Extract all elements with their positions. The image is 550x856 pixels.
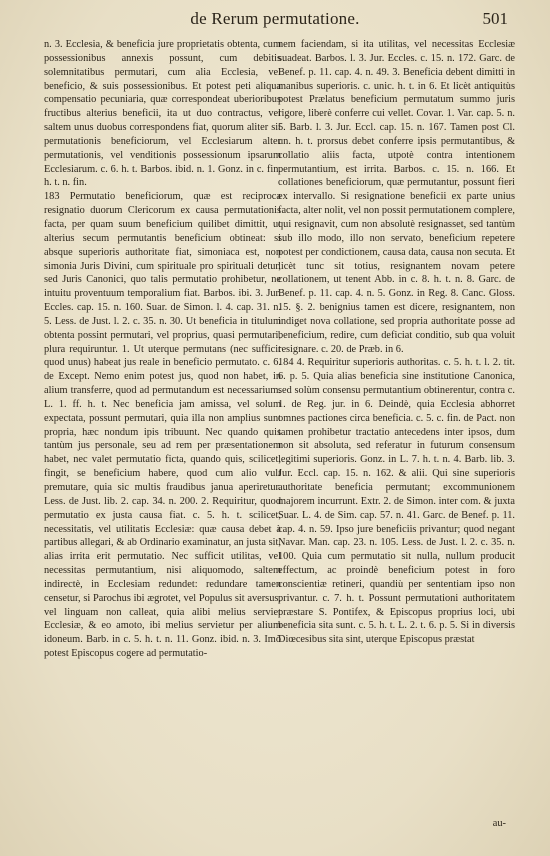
paragraph: nem faciendam, si ita utilitas, vel necessitas Ecclesiæ suadeat. Barbos. l. 3. Jur. Eccles. c. 15. n. 172. Garc. de Benef. p. 11. cap. 4. n. 49. 3. Beneficia debent dimitti in manibus superioris. c. unic. h. t. in 6. Et licèt antiquitùs potest Prælatus beneficium permutatum summo juris rigore, liberè conferre cui vellet. Covar. 1. Var. cap. 5. n. 5. Barb. l. 3. Jur. Eccl. cap. 15. n. 167. Tamen post Cl. un. h. t. prorsus debet conferre ipsis permutantibus, & collatio aliis facta, utpotè contra intentionem permutantium, est irrita. Barbos. c. 15. n. 166. Et collationes beneficiorum, quæ permutantur, possunt fieri ex intervallo. Si resignatione beneficii ex parte unius facta, alter nolit, vel non possit permutationem complere, qui resignavit, cum non absolutè resignasset, sed tantùm sub illo modo, illo non servato, beneficium repetere potest per condictionem, causa data, causa non secuta. Et licèt tunc sit totius, resignantem novam petere collationem, ut tenent Abb. in c. 8. h. t. n. 8. Garc. de Benef. p. 11. cap. 4. n. 5. Gonz. in Reg. 8. Canc. Gloss. 15. §. 2. benignius tamen est dicere, resignantem, non indiget nova collatione, sed propria authoritate posse ad beneficium, redire, cum deficiat conditio, sub qua voluit resignare. c. 20. de Præb. in 6. — [278, 39, 515, 355]
catchword: au- — [492, 818, 506, 829]
running-title: de Rerum permutatione. — [190, 9, 360, 28]
left-column — [44, 38, 281, 661]
paragraph: n. 3. Ecclesia, & beneficia jure proprietatis obtenta, cum possessionibus annexis possunt, cum debitis solemnitatibus permutari, cum alia Ecclesia, vel beneficio, & suis possessionibus. Et potest peti aliqua compensatio pecuniaria, quæ correspondeat uberioribus fructibus alterius beneficii, ita ut duo contractus, vel saltem unus duobus correspondens fiat, quorum aliter sit permutationis beneficiorum, vel Ecclesiarum alter permutationis, vel venditionis possessionum ipsarum Ecclesiarum. c. 6. h. t. Barbos. ibid. n. 1. Gonz. in c. fin. h. t. n. fin. — [44, 39, 281, 189]
page-header — [0, 0, 550, 40]
paragraph: 184 4. Requiritur superioris authoritas. c. 5. h. t. l. 2. tit. 6. p. 5. Quia alias beneficia sine institutione Canonica, sed solùm consensu permutantium obtinerentur, contra c. 1. de Reg. jur. in 6. Deindè, quia Ecclesia abhorret omnes pactiones circa beneficia. c. 5. c. fin. de Pact. non tamen prohibetur tractatio antecedens inter ipsos, dum non sit absoluta, sed referatur in futurum consensum legitimi superioris. Gonz. in L. 7. h. t. n. 4. Barb. lib. 3. Jur. Eccl. cap. 15. n. 162. & alii. Qui sine superioris authoritate beneficia permutant; excommunionem majorem incurrunt. Extr. 2. de Simon. inter com. & juxta Suar. L. 4. de Sim. cap. 57. n. 41. Garc. de Benef. p. 11. cap. 4. n. 59. Ipso jure beneficiis privantur; quod negant Navar. Man. cap. 23. n. 105. Less. de Just. l. 2. c. 35. n. 100. Quia cum permutatio sit nulla, nullum producit effectum, ac proindè beneficium potest in foro conscientiæ retineri, quandiù per sententiam ipso non privantur. c. 7. h. t. Possunt permutationi authoritatem præstare S. Pontifex, & Episcopus proprius loci, ubi beneficia sita sunt. c. 5. h. t. L. 2. t. 6. p. 5. Si in diversis Diœcesibus sita sint, uterque Episcopus præstat — [278, 357, 515, 646]
paragraph: 183 Permutatio beneficiorum, quæ est reciproca resignatio duorum Clericorum ex causa permutationis facta, per quam suum beneficium quilibet dimittit, ut alterius secum permutantis beneficium obtineat: si absque superioris authoritate fiat, simoniaca est, non simonia Juris Divini, cum spirituale pro spirituali detur, sed Juris Canonici, quo talis permutatio prohibetur, ne intuitu proventuum temporalium fiat. Barbos. ibi. 3. Jur. Eccles. cap. 15. n. 160. Suar. de Simon. l. 4. cap. 31. n. 5. Less. de Just. l. 2. c. 35. n. 30. Ut beneficia in titulum obtenta possint permutari, vel proprius, quasi permutari, plura requiruntur. 1. Ut uterque permutans (nec sufficit quod unus) habeat jus reale in beneficio permutato. c. 6. de Except. Nemo enim potest jus, quod non habet, in alium transferre, quod ad permutandum est necessarium. L. 1. ff. h. t. Nec beneficia jam amissa, vel solum expectata, possunt permutari, quia illa non amplius sunt propria, hæc nondum ipis tribuunt. Nec quando quis tantùm jus personale, seu ad rem per præsentationem habet, nec valet permutatio ficta, quando quis, scilicet, fingit, se beneficium habere, quod cum alio vult premutare, quia sic multis fraudibus janua aperiretur. Less. de Just. lib. 2. cap. 34. n. 200. 2. Requiritur, quod permutatio ex justa causa fiat. c. 5. h. t. scilicet, necessitatis, vel utilitatis Ecclesiæ: quæ causa debet à partibus allegari, & ab Ordinario examinatur, an justa sit, alias irrita erit permutatio. Nec sufficit utilitas, vel necessitas permutantium, nisi aliquomodo, saltem indirectè, in Ecclesiam redundet: redundare tamen censetur, si Parochus ibi ægrotet, vel Populus sit aversus, vel linguam non calleat, quia alibi melius serviet Ecclesiæ, & eo amoto, ibi melius servietur per alium idoneum. Barb. in c. 5. h. t. n. 11. Gonz. ibid. n. 3. Imò potest Episcopus cogere ad permutatio- — [44, 191, 281, 660]
right-column — [278, 38, 515, 647]
page-number: 501 — [482, 9, 508, 28]
